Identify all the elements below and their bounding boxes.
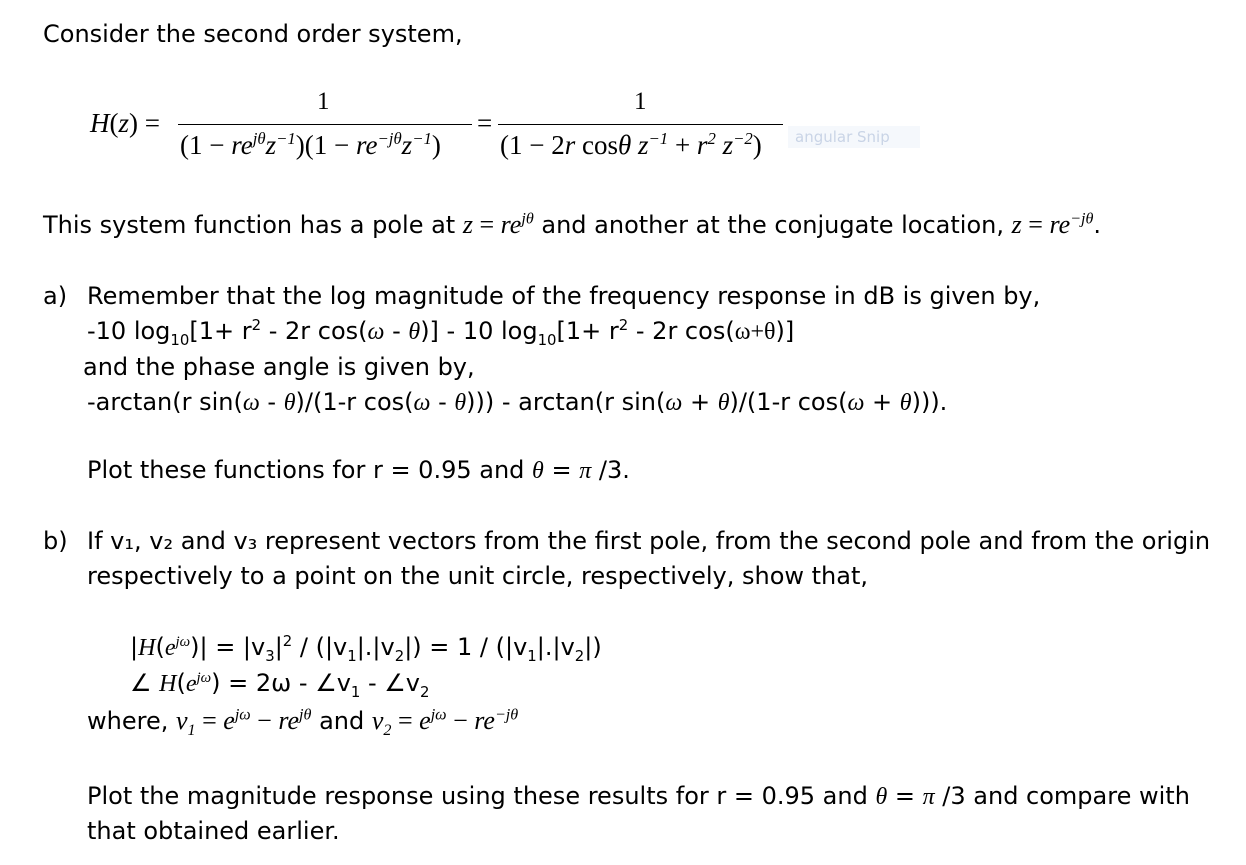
- part-b-magnitude-eq: $|H(e^{j\omega})| = |v_3|^2 / (|v_1|.|v_2|) = 1 / (|v_1|.|v_2|)$: [130, 632, 602, 665]
- part-a-label: a): [43, 282, 68, 310]
- part-b-where-line: [87, 706, 519, 740]
- eq-denominator-1: $(1 - re^{j\theta}z^{-1})(1 - re^{-j\theta}z^{-1})$: [180, 129, 441, 160]
- part-b-label: b): [43, 527, 68, 555]
- part-a-phase-angle: -arctan(r sin(ω - θ)/(1-r cos(ω - θ))) - arctan(r sin(ω + θ)/(1-r cos(ω + θ))).: [87, 388, 948, 416]
- pole-1-expr: $z = re^{j\theta}$: [462, 210, 534, 239]
- snip-overlay-text: angular Snip: [795, 128, 890, 146]
- eq-fraction-bar-2: [498, 124, 783, 125]
- v2-definition: $v_2 = e^{j\omega} - re^{-j\theta}$: [371, 706, 519, 740]
- pole-sentence-end: .: [1093, 211, 1102, 239]
- eq-numerator-2: 1: [634, 88, 647, 115]
- part-b-line-1: If v₁, v₂ and v₃ represent vectors from the first pole, from the second pole and from the origin: [87, 527, 1211, 555]
- eq-fraction-bar-1: [178, 124, 472, 125]
- part-b-angle-eq: ∠ $H(e^{j\omega}) = 2\omega$ - $\angle v_1$ - $\angle v_2$: [130, 669, 430, 701]
- intro-text: Consider the second order system,: [43, 20, 463, 48]
- eq-numerator-1: 1: [317, 88, 330, 115]
- part-a-log-magnitude: -10 $\log_{10}[1+ r^2 - 2r$ cos(ω - θ)] - 10 $\log_{10}[1+ r^2 - 2r$ cos(ω+θ)]: [87, 316, 795, 349]
- eq-equals: =: [477, 108, 493, 138]
- pole-sentence: [43, 210, 1101, 240]
- part-b-line-2: respectively to a point on the unit circle, respectively, show that,: [87, 562, 869, 590]
- pole-sentence-start: This system function has a pole at: [43, 211, 456, 239]
- where-label: where,: [87, 707, 169, 735]
- part-a-line-1: Remember that the log magnitude of the frequency response in dB is given by,: [87, 282, 1041, 310]
- eq-denominator-2: (1 − 2r cosθ $z^{-1} + r^2$ $z^{-2}$): [500, 129, 762, 160]
- part-a-line-3: and the phase angle is given by,: [83, 353, 475, 381]
- part-b-final-line-2: that obtained earlier.: [87, 817, 340, 845]
- part-b-final-line-1: Plot the magnitude response using these results for r = 0.95 and θ = π /3 and compare with: [87, 782, 1190, 810]
- pole-2-expr: $z = re^{-j\theta}$: [1011, 210, 1094, 239]
- and-word: and: [319, 707, 365, 735]
- pole-sentence-middle: and another at the conjugate location,: [541, 211, 1004, 239]
- eq-lhs: H(z) =: [90, 108, 160, 138]
- v1-definition: $v_1 = e^{j\omega} - re^{j\theta}$: [175, 706, 312, 740]
- part-a-plot-instruction: Plot these functions for r = 0.95 and θ = π /3.: [87, 456, 630, 484]
